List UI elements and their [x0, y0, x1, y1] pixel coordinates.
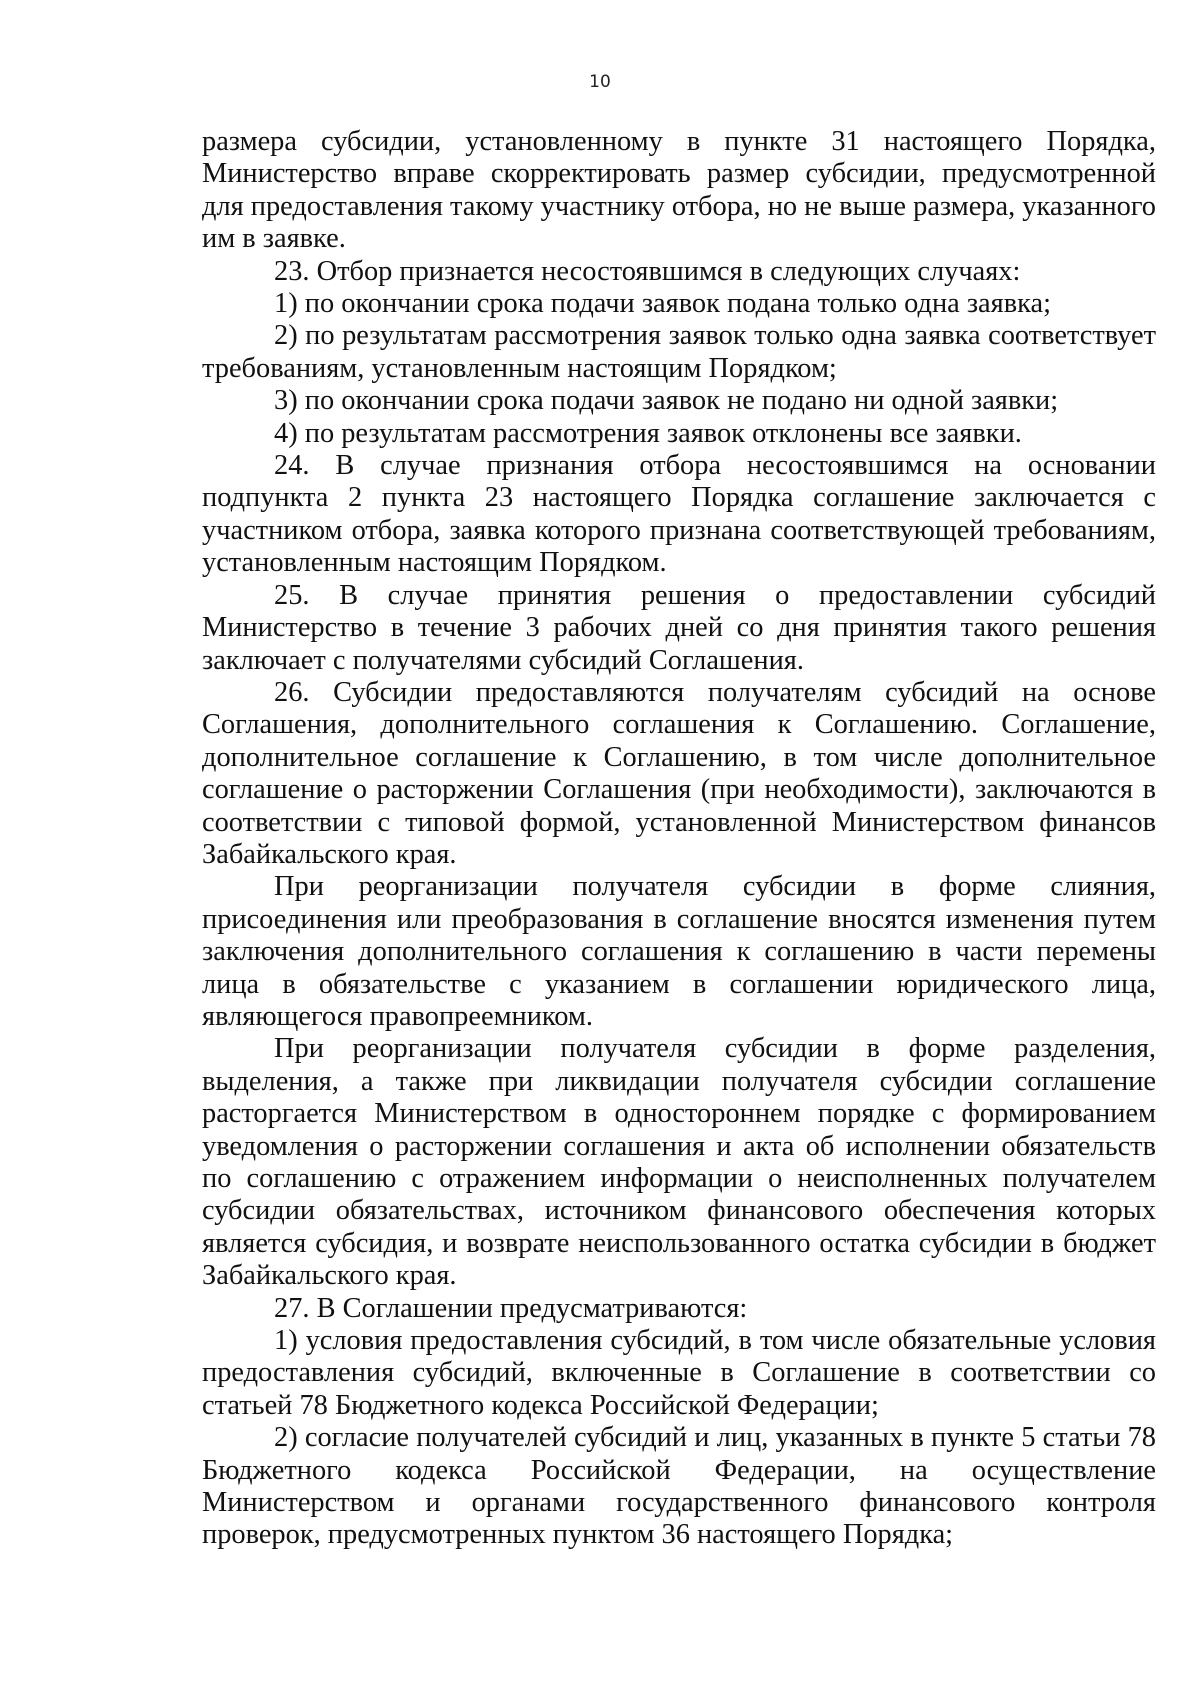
paragraph-reorganization-merger: При реорганизации получателя субсидии в форме слияния, присоединения или преобразования в соглашение вносятся изменения путем заключения дополнительного соглашения к соглашению в части перемены лица в обязательстве с указанием в соглашении юридического лица, являющегося правопреемником.	[202, 871, 1156, 1032]
paragraph-24: 24. В случае признания отбора несостоявшимся на основании подпункта 2 пункта 23 настоящего Порядка соглашение заключается с участником отбора, заявка которого признана соответствующей требованиям, установленным настоящим Порядком.	[202, 450, 1156, 579]
document-body	[202, 126, 1156, 1552]
paragraph-27-item-1: 1) условия предоставления субсидий, в том числе обязательные условия предоставления субсидий, включенные в Соглашение в соответствии со статьей 78 Бюджетного кодекса Российской Федерации;	[202, 1325, 1156, 1421]
paragraph-23-item-1: 1) по окончании срока подачи заявок подана только одна заявка;	[274, 288, 1051, 320]
paragraph-25: 25. В случае принятия решения о предоставлении субсидий Министерство в течение 3 рабочих дней со дня принятия такого решения заключает с получателями субсидий Соглашения.	[202, 579, 1156, 676]
paragraph-23-item-2: 2) по результатам рассмотрения заявок только одна заявка соответствует требованиям, установленным настоящим Порядком;	[202, 320, 1156, 384]
paragraph-27: 27. В Соглашении предусматриваются:	[274, 1292, 748, 1324]
paragraph-23-item-3: 3) по окончании срока подачи заявок не подано ни одной заявки;	[274, 385, 1059, 417]
paragraph-23-item-4: 4) по результатам рассмотрения заявок отклонены все заявки.	[274, 417, 1022, 449]
paragraph-reorganization-division: При реорганизации получателя субсидии в форме разделения, выделения, а также при ликвидации получателя субсидии соглашение расторгается Министерством в одностороннем порядке с формированием уведомления о расторжении соглашения и акта об исполнении обязательств по соглашению с отражением информации о неисполненных получателем субсидии обязательствах, источником финансового обеспечения которых является субсидия, и возврате неиспользованного остатка субсидии в бюджет Забайкальского края.	[202, 1033, 1156, 1292]
paragraph-23: 23. Отбор признается несостоявшимся в следующих случаях:	[274, 255, 1021, 287]
paragraph-26: 26. Субсидии предоставляются получателям субсидий на основе Соглашения, дополнительного соглашения к Соглашению. Соглашение, дополнительное соглашение к Соглашению, в том числе дополнительное соглашение о расторжении Соглашения (при необходимости), заключаются в соответствии с типовой формой, установленной Министерством финансов Забайкальского края.	[202, 676, 1156, 870]
page-number: 10	[589, 72, 611, 92]
paragraph-27-item-2: 2) согласие получателей субсидий и лиц, указанных в пункте 5 статьи 78 Бюджетного кодекса Российской Федерации, на осуществление Министерством и органами государственного финансового контроля проверок, предусмотренных пунктом 36 настоящего Порядка;	[202, 1422, 1156, 1551]
paragraph-continuation: размера субсидии, установленному в пункте 31 настоящего Порядка, Министерство вправе скорректировать размер субсидии, предусмотренной для предоставления такому участнику отбора, но не выше размера, указанного им в заявке.	[202, 126, 1156, 255]
